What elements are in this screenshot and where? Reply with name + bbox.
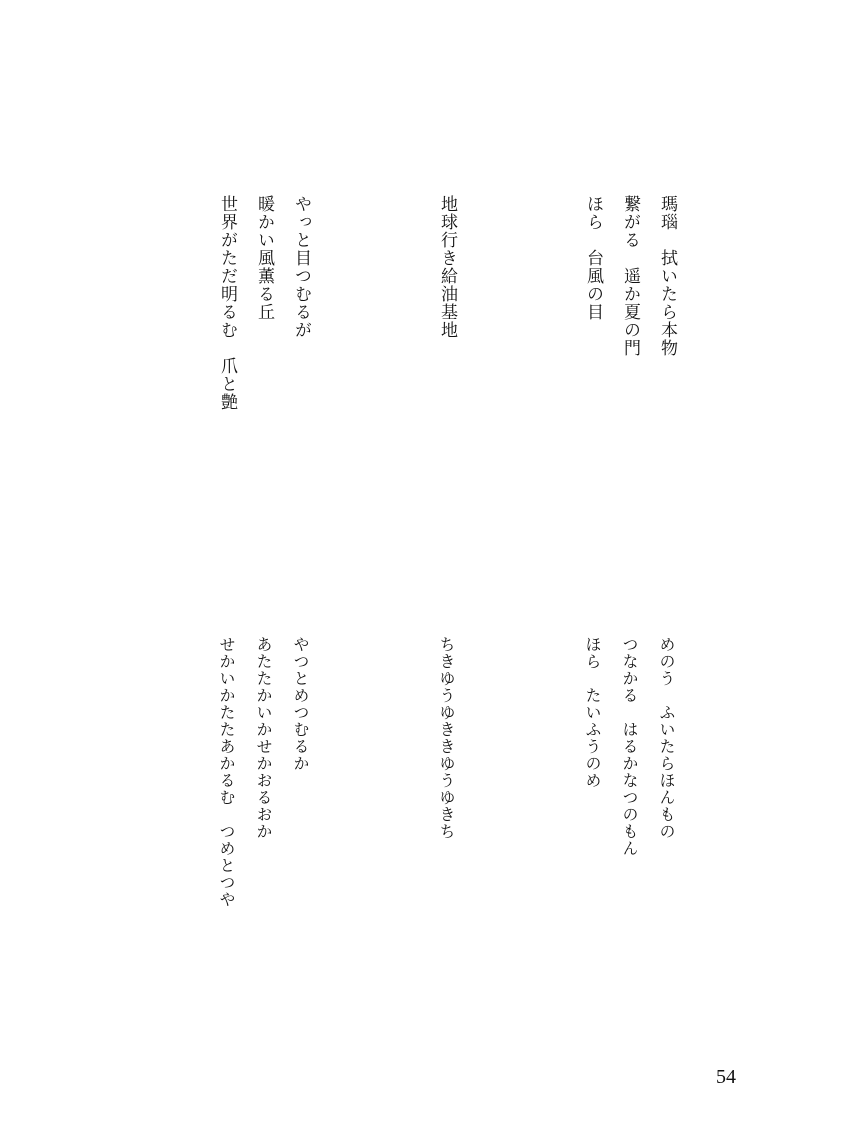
page-number: 54 xyxy=(716,1066,736,1088)
lower-poem3-line2: あたたかいかせかおるおか xyxy=(254,636,273,840)
lower-poem1-line1: めのう ふいたらほんもの xyxy=(657,636,676,840)
upper-poem3-line2: 暖かい風薫る丘 xyxy=(254,195,274,321)
upper-poem3-line1: やっと目つむるが xyxy=(291,195,311,339)
lower-poem3-line3: せかいかたたあかるむ つめとつや xyxy=(217,636,236,908)
upper-poem1-line2: 繋がる 遥か夏の門 xyxy=(620,195,640,357)
upper-poem2-line1: 地球行き給油基地 xyxy=(437,195,457,339)
upper-poem1-line1: 瑪瑙 拭いたら本物 xyxy=(657,195,677,357)
lower-poem1-line2: つなかる はるかなつのもん xyxy=(620,636,639,857)
lower-poem2-line1: ちきゆうゆききゆうゆきち xyxy=(437,636,456,840)
lower-poem1-line3: ほら たいふうのめ xyxy=(583,636,602,789)
upper-poem1-line3: ほら 台風の目 xyxy=(583,195,603,321)
lower-poem3-line1: やつとめつむるか xyxy=(291,636,310,772)
upper-poem3-line3: 世界がただ明るむ 爪と艶 xyxy=(217,195,237,411)
